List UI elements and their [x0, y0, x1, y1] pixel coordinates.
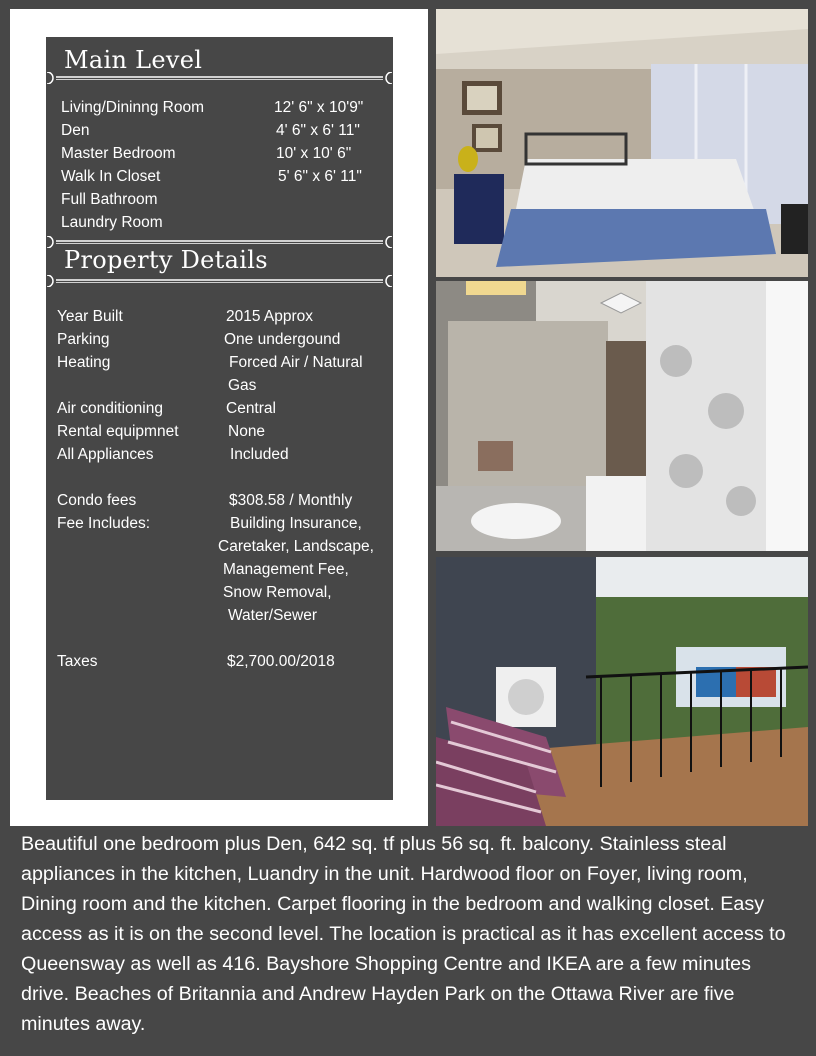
detail-value: One undergound [224, 331, 341, 348]
detail-label: Taxes [57, 653, 98, 670]
room-size: 12' 6" x 10'9" [274, 99, 364, 116]
detail-value: Gas [228, 377, 257, 394]
room-size: 4' 6" x 6' 11" [276, 122, 360, 139]
property-description: Beautiful one bedroom plus Den, 642 sq. tf plus 56 sq. ft. balcony. Stainless steal appliances in the kitchen, Luandry in the unit. Hardwood floor on Foyer, living room, Dining room and the kitchen. Carpet flooring in the bedroom and walking closet. Easy access as it is on the second level. The location is practical as it has excellent access to Queensway as well as 416. Bayshore Shopping Centre and IKEA are a few minutes drive. Beaches of Britannia and Andrew Hayden Park on the Ottawa River are five minutes away. [21, 833, 786, 1035]
detail-value: Included [230, 446, 289, 463]
room-size: 5' 6" x 6' 11" [278, 168, 362, 185]
bedroom-photo [436, 9, 808, 277]
detail-label: Fee Includes: [57, 515, 151, 532]
main-level-heading: Main Level [64, 46, 203, 74]
details-panel [46, 37, 393, 800]
room-name: Full Bathroom [61, 191, 158, 208]
detail-label: Rental equipmnet [57, 423, 179, 440]
detail-label: Air conditioning [57, 400, 163, 417]
room-name: Laundry Room [61, 214, 163, 231]
detail-value: Caretaker, Landscape, [218, 538, 374, 555]
detail-value: Water/Sewer [228, 607, 318, 624]
detail-value: Central [226, 400, 276, 417]
divider-ornament [46, 275, 393, 287]
balcony-photo [436, 557, 808, 826]
room-size: 10' x 10' 6" [276, 145, 352, 162]
detail-label: All Appliances [57, 446, 154, 463]
room-name: Living/Dininng Room [61, 99, 205, 116]
room-name: Walk In Closet [61, 168, 161, 185]
detail-value: Snow Removal, [223, 584, 332, 601]
detail-value: Management Fee, [223, 561, 349, 578]
divider-ornament [46, 72, 393, 84]
property-details-heading: Property Details [64, 246, 268, 274]
detail-value: $308.58 / Monthly [229, 492, 353, 509]
detail-value: Forced Air / Natural [229, 354, 363, 371]
room-name: Den [61, 122, 90, 139]
detail-value: None [228, 423, 266, 440]
detail-label: Heating [57, 354, 111, 371]
detail-value: $2,700.00/2018 [227, 653, 335, 670]
room-name: Master Bedroom [61, 145, 176, 162]
detail-label: Year Built [57, 308, 123, 325]
bathroom-photo [436, 281, 808, 551]
detail-label: Parking [57, 331, 110, 348]
detail-value: 2015 Approx [226, 308, 314, 325]
detail-label: Condo fees [57, 492, 137, 509]
detail-value: Building Insurance, [230, 515, 362, 532]
